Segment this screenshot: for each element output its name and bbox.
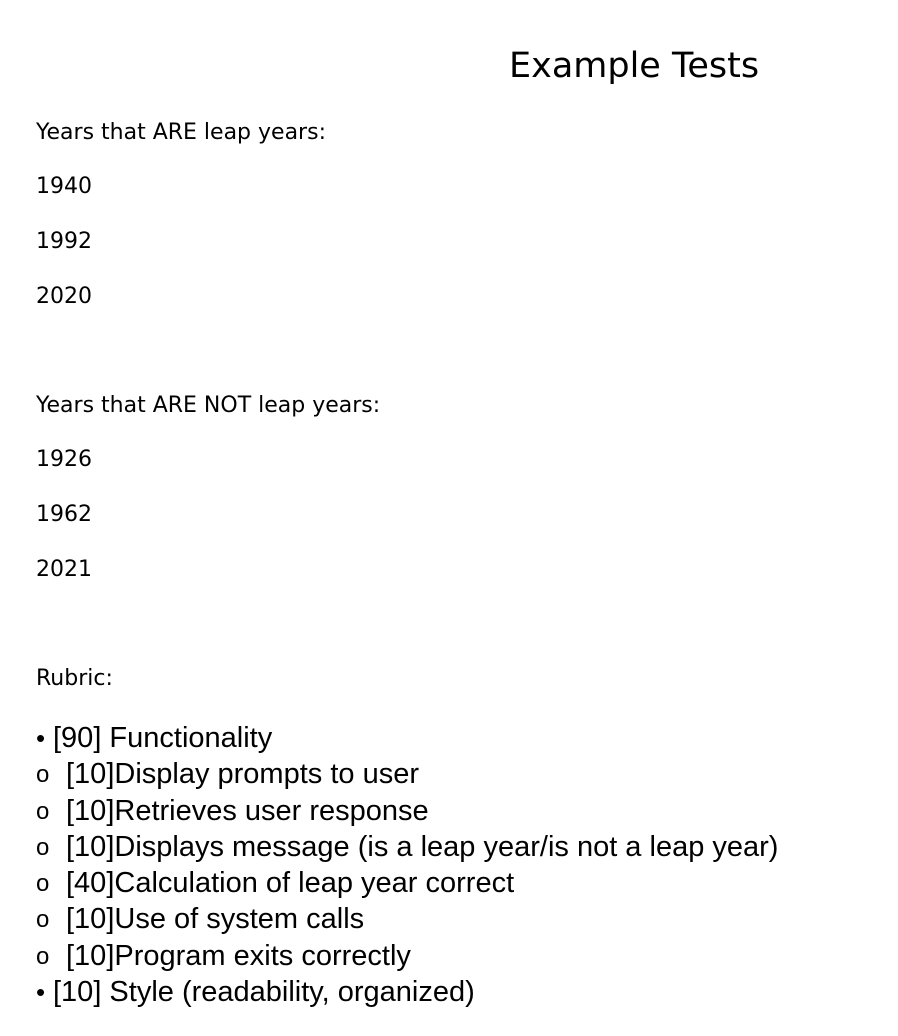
rubric-item-text: [10]Display prompts to user <box>66 758 419 791</box>
non-leap-year-item: 2021 <box>36 557 92 582</box>
rubric-list <box>36 720 778 1010</box>
rubric-subitem <box>36 938 778 974</box>
leap-year-item: 2020 <box>36 284 92 309</box>
leap-year-item: 1940 <box>36 174 92 199</box>
rubric-subitem <box>36 829 778 865</box>
hollow-bullet-icon: o <box>36 797 50 825</box>
hollow-bullet-icon: o <box>36 942 50 970</box>
rubric-item-text: [10] Style (readability, organized) <box>53 976 475 1009</box>
rubric-subitem <box>36 901 778 937</box>
non-leap-year-item: 1962 <box>36 502 92 527</box>
rubric-subitem <box>36 756 778 792</box>
rubric-subitem <box>36 865 778 901</box>
non-leap-year-item: 1926 <box>36 447 92 472</box>
rubric-heading: Rubric: <box>36 666 113 691</box>
bullet-icon: • <box>36 977 46 1008</box>
rubric-item-text: [10]Program exits correctly <box>66 939 411 972</box>
leap-year-item: 1992 <box>36 229 92 254</box>
page-title: Example Tests <box>509 46 760 86</box>
leap-years-heading: Years that ARE leap years: <box>36 120 326 145</box>
rubric-item-text: [40]Calculation of leap year correct <box>66 867 515 900</box>
non-leap-years-heading: Years that ARE NOT leap years: <box>36 393 381 418</box>
rubric-item-text: [10]Use of system calls <box>66 903 365 936</box>
rubric-item-text: [10]Retrieves user response <box>66 794 429 827</box>
hollow-bullet-icon: o <box>36 906 50 934</box>
hollow-bullet-icon: o <box>36 870 50 898</box>
rubric-subitem <box>36 793 778 829</box>
rubric-item-text: [90] Functionality <box>53 722 273 754</box>
rubric-item-text: [10]Displays message (is a leap year/is not a leap year) <box>66 830 779 863</box>
bullet-icon: • <box>36 723 46 753</box>
hollow-bullet-icon: o <box>36 761 50 789</box>
rubric-item-style <box>36 974 778 1010</box>
hollow-bullet-icon: o <box>36 833 50 861</box>
rubric-item-functionality <box>36 720 778 756</box>
